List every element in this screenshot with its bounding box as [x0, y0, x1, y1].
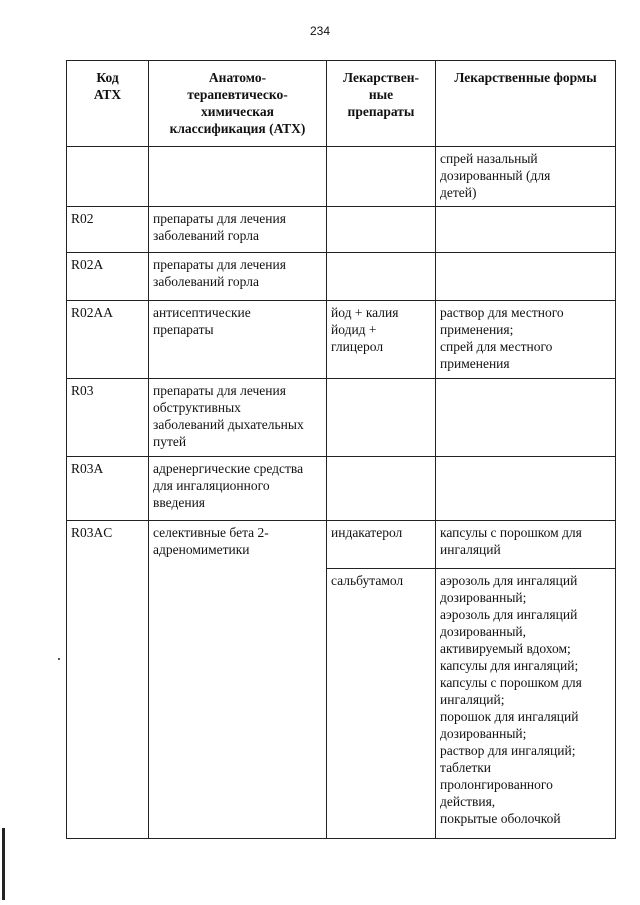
- cell-forms: [436, 253, 616, 301]
- cell-forms: раствор для местного применения; спрей для местного применения: [436, 301, 616, 379]
- cell-drug: [327, 379, 436, 457]
- table-row: [67, 457, 616, 521]
- cell-forms: [436, 379, 616, 457]
- table-row: [67, 207, 616, 253]
- table-row: [67, 521, 616, 569]
- scan-mark: [58, 658, 60, 660]
- cell-drug: [327, 457, 436, 521]
- cell-code: R03: [67, 379, 149, 457]
- cell-classification: препараты для лечения заболеваний горла: [149, 207, 327, 253]
- table-row: [67, 379, 616, 457]
- cell-classification: препараты для лечения обструктивных заболеваний дыхательных путей: [149, 379, 327, 457]
- cell-classification: препараты для лечения заболеваний горла: [149, 253, 327, 301]
- cell-code: R03A: [67, 457, 149, 521]
- cell-code: R03AC: [67, 521, 149, 839]
- cell-code: R02A: [67, 253, 149, 301]
- table-header-row: [67, 61, 616, 147]
- cell-code: R02: [67, 207, 149, 253]
- cell-forms: капсулы с порошком для ингаляций: [436, 521, 616, 569]
- cell-forms: аэрозоль для ингаляций дозированный; аэрозоль для ингаляций дозированный, активируемый вдохом; капсулы для ингаляций; капсулы с порошком для ингаляций; порошок для ингаляций дозированный; раствор для ингаляций; таблетки пролонгированного действия, покрытые оболочкой: [436, 569, 616, 839]
- cell-code: [67, 147, 149, 207]
- cell-forms: спрей назальный дозированный (для детей): [436, 147, 616, 207]
- cell-classification: адренергические средства для ингаляционного введения: [149, 457, 327, 521]
- cell-drug: сальбутамол: [327, 569, 436, 839]
- cell-forms: [436, 207, 616, 253]
- atx-classification-table: [66, 60, 616, 839]
- page-number: 234: [309, 24, 331, 38]
- table-row: [67, 147, 616, 207]
- cell-drug: индакатерол: [327, 521, 436, 569]
- cell-drug: [327, 147, 436, 207]
- table-row: [67, 301, 616, 379]
- header-drugs: Лекарствен- ные препараты: [327, 61, 436, 147]
- cell-classification: [149, 147, 327, 207]
- scan-edge-bar: [2, 828, 5, 900]
- table-row: [67, 253, 616, 301]
- header-atx-code: Код АТХ: [67, 61, 149, 147]
- cell-drug: [327, 207, 436, 253]
- cell-classification: селективные бета 2- адреномиметики: [149, 521, 327, 839]
- header-atx-classification: Анатомо- терапевтическо- химическая классификация (АТХ): [149, 61, 327, 147]
- header-dosage-forms: Лекарственные формы: [436, 61, 616, 147]
- cell-forms: [436, 457, 616, 521]
- cell-classification: антисептические препараты: [149, 301, 327, 379]
- cell-drug: йод + калия йодид + глицерол: [327, 301, 436, 379]
- cell-code: R02AA: [67, 301, 149, 379]
- cell-drug: [327, 253, 436, 301]
